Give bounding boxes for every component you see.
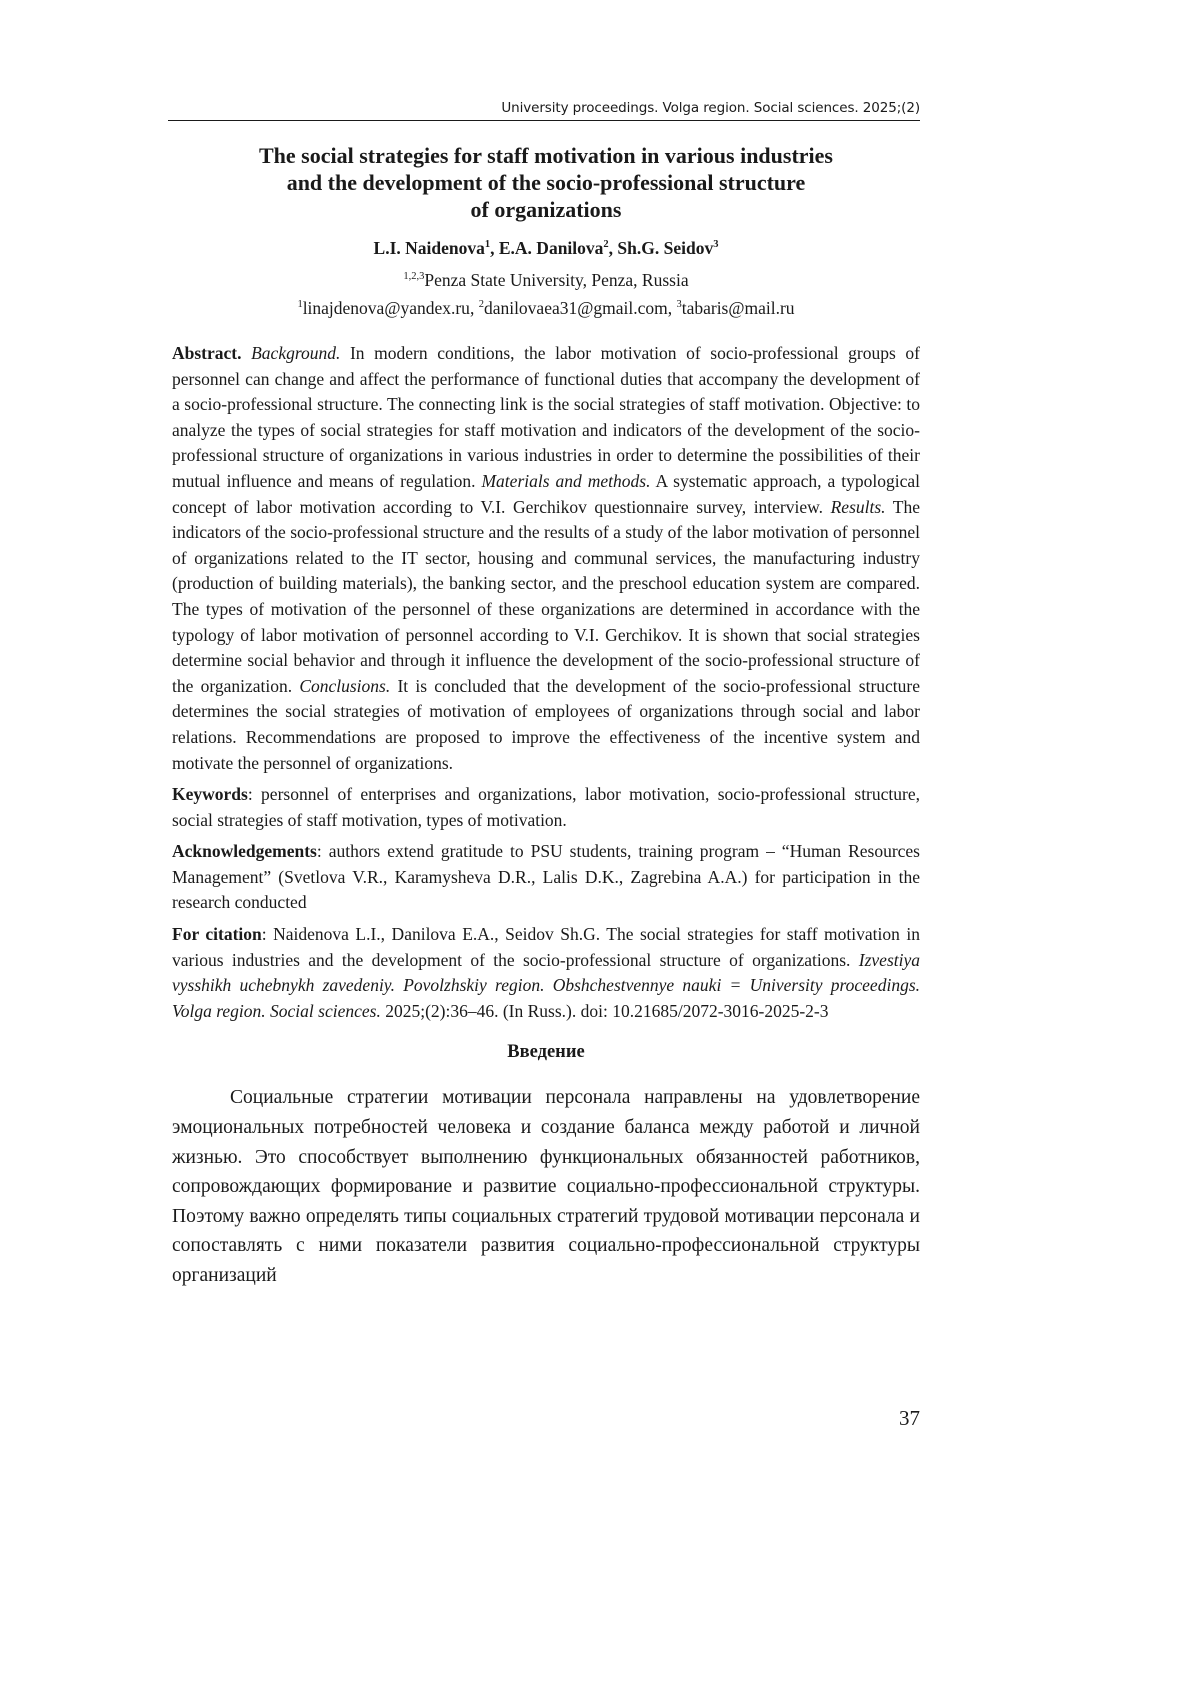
citation-details: 2025;(2):36–46. (In Russ.). doi: 10.21685/2072-3016-2025-2-3: [385, 1000, 829, 1021]
email-link[interactable]: danilovaea31@gmail.com: [483, 298, 668, 318]
methods-label: Materials and methods.: [481, 470, 651, 491]
keywords-label: Keywords: [172, 784, 248, 805]
title-line: The social strategies for staff motivation in various industries: [258, 143, 833, 168]
email-superscript: 2: [478, 299, 484, 310]
author-name: Sh.G. Seidov: [617, 238, 714, 258]
title-line: of organizations: [470, 197, 622, 222]
author-emails: $^1$linajdenova@yandex.ru, $^2$danilovaea31@gmail.com, $^3$tabaris@mail.ru: [297, 298, 795, 318]
affiliation-text: Penza State University, Penza, Russia: [424, 270, 689, 290]
background-text: In modern conditions, the labor motivation of socio-professional groups of personnel can change and affect the performance of functional duties that accompany the development of a socio-professional structure. The connecting link is the social strategies of staff motivation. Objective: to analyze the types of social strategies for staff motivation and indicators of the development of the socio-professional structure of organizations in various industries in order to determine the possibilities of their mutual influence and means of regulation.: [172, 343, 921, 491]
affiliation: [172, 269, 920, 291]
citation-text: : Naidenova L.I., Danilova E.A., Seidov Sh.G. The social strategies for staff motivation in various industries and the development of the socio-professional structure of organizations.: [172, 924, 920, 970]
author-superscript: 2: [603, 239, 609, 250]
author-list: L.I. Naidenova$^1$, E.A. Danilova$^2$, Sh.G. Seidov$^3$: [373, 238, 719, 258]
author-superscript: 1: [484, 239, 491, 250]
citation-journal: Izvestiya vysshikh uchebnykh zavedeniy. Povolzhskiy region. Obshchestvennye nauki = University proceedings. Volga region. Social sciences.: [172, 949, 921, 1021]
citation: [172, 922, 920, 1024]
abstract-label: Abstract.: [172, 343, 242, 363]
keywords: [172, 782, 920, 833]
acknowledgements: [172, 839, 920, 916]
title-line: and the development of the socio-professional structure: [286, 170, 806, 195]
introduction-paragraph: Социальные стратегии мотивации персонала направлены на удовлетворение эмоциональных потребностей человека и создание баланса между работой и личной жизнью. Это способствует выполнению функциональных обязанностей работников, сопровождающих формирование и развитие социально-профессиональной структуры. Поэтому важно определять типы социальных стратегий трудовой мотивации персонала и сопоставлять с ними показатели развития социально-профессиональной структуры организаций: [172, 1087, 920, 1286]
email-link[interactable]: tabaris@mail.ru: [681, 298, 795, 318]
abstract: [172, 341, 920, 776]
email-superscript: 3: [676, 299, 682, 310]
citation-label: For citation: [172, 924, 262, 945]
running-head: University proceedings. Volga region. Social sciences. 2025;(2): [168, 100, 920, 121]
section-heading: Введение: [507, 1042, 585, 1063]
email-link[interactable]: linajdenova@yandex.ru: [302, 298, 470, 318]
page-number: 37: [899, 1406, 920, 1430]
acknowledgements-text: : authors extend gratitude to PSU students, training program – “Human Resources Management” (Svetlova V.R., Karamysheva D.R., Lalis D.K., Zagrebina A.A.) for participation in the research conducted: [172, 841, 920, 913]
background-label: Background.: [251, 343, 341, 363]
acknowledgements-label: Acknowledgements: [172, 841, 317, 862]
keywords-text: : personnel of enterprises and organizations, labor motivation, socio-professional structure, social strategies of staff motivation, types of motivation.: [172, 784, 920, 830]
article-content: [172, 142, 920, 1291]
author-superscript: 3: [713, 239, 719, 250]
author-name: E.A. Danilova: [498, 238, 604, 258]
conclusions-label: Conclusions.: [299, 675, 391, 696]
conclusions-text: It is concluded that the development of the socio-professional structure determines the social strategies of motivation of employees of organizations through social and labor relations. Recommendations are proposed to improve the effectiveness of the incentive system and motivate the personnel of organizations.: [172, 675, 920, 773]
methods-text: A systematic approach, a typological concept of labor motivation according to V.I. Gerchikov questionnaire survey, interview.: [172, 470, 920, 517]
results-text: The indicators of the socio-professional structure and the results of a study of the labor motivation of personnel of organizations related to the IT sector, housing and communal services, the manufacturing industry (production of building materials), the banking sector, and the preschool education system are compared. The types of motivation of the personnel of these organizations are determined in accordance with the typology of labor motivation of personnel according to V.I. Gerchikov. It is shown that social strategies determine social behavior and through it influence the development of the socio-professional structure of the organization.: [172, 496, 921, 696]
results-label: Results.: [830, 496, 886, 517]
affiliation-superscript: 1,2,3: [403, 271, 425, 282]
author-name: L.I. Naidenova: [373, 238, 485, 258]
article-title: [172, 142, 920, 223]
email-superscript: 1: [297, 299, 303, 310]
